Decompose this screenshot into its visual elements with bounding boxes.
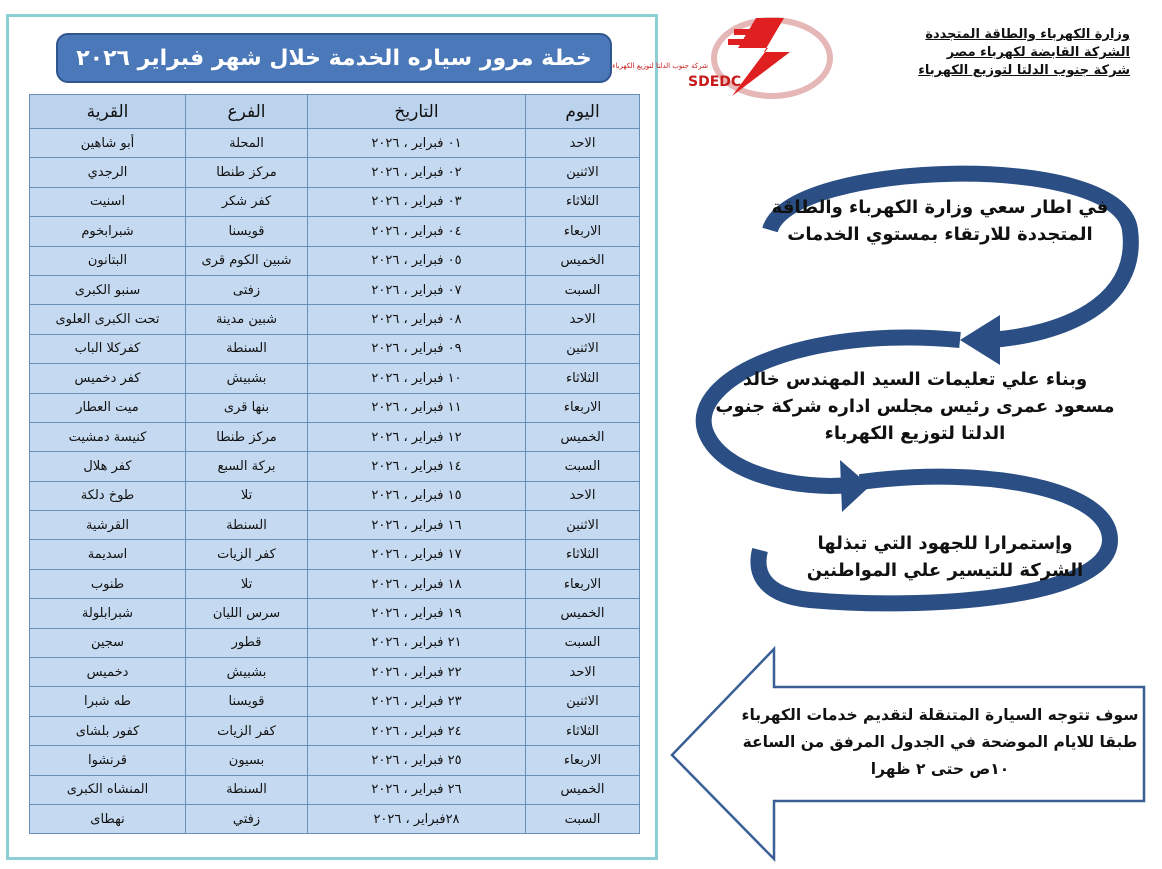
table-row bbox=[30, 658, 640, 687]
header-day: اليوم bbox=[526, 95, 640, 129]
table-header-row bbox=[30, 95, 640, 129]
cell-day: الاحد bbox=[526, 658, 640, 687]
ministry-line-2: الشركة القابضة لكهرباء مصر bbox=[946, 45, 1130, 60]
header-branch: الفرع bbox=[186, 95, 308, 129]
cell-date: ١٤ فبراير ، ٢٠٢٦ bbox=[308, 452, 526, 481]
cell-date: ٢١ فبراير ، ٢٠٢٦ bbox=[308, 628, 526, 657]
table-row bbox=[30, 746, 640, 775]
cell-village: كفركلا الباب bbox=[30, 334, 186, 363]
cell-date: ٢٥ فبراير ، ٢٠٢٦ bbox=[308, 746, 526, 775]
cell-date: ٠٣ فبراير ، ٢٠٢٦ bbox=[308, 187, 526, 216]
table-row bbox=[30, 217, 640, 246]
table-row bbox=[30, 364, 640, 393]
header-date: التاريخ bbox=[308, 95, 526, 129]
cell-day: الخميس bbox=[526, 775, 640, 804]
table-row bbox=[30, 452, 640, 481]
cell-village: القرشية bbox=[30, 511, 186, 540]
flow-text-3: وإستمرارا للجهود التي تبذلها الشركة للتيسير علي المواطنين bbox=[806, 533, 1084, 581]
cell-branch: كفر الزيات bbox=[186, 716, 308, 745]
cell-branch: السنطة bbox=[186, 334, 308, 363]
cell-village: المنشاه الكبرى bbox=[30, 775, 186, 804]
cell-date: ١٦ فبراير ، ٢٠٢٦ bbox=[308, 511, 526, 540]
cell-day: السبت bbox=[526, 275, 640, 304]
cell-branch: زفتى bbox=[186, 275, 308, 304]
cell-day: الخميس bbox=[526, 246, 640, 275]
cell-village: سجين bbox=[30, 628, 186, 657]
ministry-line-1: وزارة الكهرباء والطاقة المتجددة bbox=[925, 27, 1130, 42]
cell-village: كفر دخميس bbox=[30, 364, 186, 393]
table-row bbox=[30, 569, 640, 598]
cell-village: دخميس bbox=[30, 658, 186, 687]
cell-village: البتانون bbox=[30, 246, 186, 275]
cell-date: ٠١ فبراير ، ٢٠٢٦ bbox=[308, 129, 526, 158]
cell-date: ١٥ فبراير ، ٢٠٢٦ bbox=[308, 481, 526, 510]
cell-day: الاثنين bbox=[526, 511, 640, 540]
arrow-note-text: سوف تتوجه السيارة المتنقلة لتقديم خدمات الكهرباء طبقا للايام الموضحة في الجدول المرفق من الساعة ١٠ص حتى ٢ ظهرا bbox=[741, 706, 1139, 778]
cell-village: أبو شاهين bbox=[30, 129, 186, 158]
cell-date: ٠٧ فبراير ، ٢٠٢٦ bbox=[308, 275, 526, 304]
schedule-table bbox=[29, 94, 640, 834]
cell-branch: المحلة bbox=[186, 129, 308, 158]
cell-date: ٢٦ فبراير ، ٢٠٢٦ bbox=[308, 775, 526, 804]
cell-village: كنيسة دمشيت bbox=[30, 422, 186, 451]
cell-branch: بشبيش bbox=[186, 364, 308, 393]
cell-date: ١٨ فبراير ، ٢٠٢٦ bbox=[308, 569, 526, 598]
table-row bbox=[30, 129, 640, 158]
cell-village: تحت الكبرى العلوى bbox=[30, 305, 186, 334]
cell-village: طوخ دلكة bbox=[30, 481, 186, 510]
cell-date: ١٧ فبراير ، ٢٠٢٦ bbox=[308, 540, 526, 569]
cell-date: ٠٨ فبراير ، ٢٠٢٦ bbox=[308, 305, 526, 334]
cell-branch: قويسنا bbox=[186, 687, 308, 716]
table-row bbox=[30, 305, 640, 334]
cell-village: شبرابخوم bbox=[30, 217, 186, 246]
logo-arabic-text: شركة جنوب الدلتا لتوزيع الكهرباء bbox=[612, 62, 708, 70]
table-body bbox=[30, 129, 640, 834]
table-row bbox=[30, 158, 640, 187]
cell-branch: مركز طنطا bbox=[186, 422, 308, 451]
cell-day: الاحد bbox=[526, 481, 640, 510]
table-row bbox=[30, 275, 640, 304]
table-row bbox=[30, 687, 640, 716]
cell-village: اسديمة bbox=[30, 540, 186, 569]
cell-branch: بركة السبع bbox=[186, 452, 308, 481]
cell-branch: كفر الزيات bbox=[186, 540, 308, 569]
cell-day: السبت bbox=[526, 804, 640, 833]
table-row bbox=[30, 246, 640, 275]
cell-village: كفور بلشاى bbox=[30, 716, 186, 745]
table-row bbox=[30, 511, 640, 540]
table-row bbox=[30, 422, 640, 451]
table-row bbox=[30, 599, 640, 628]
cell-date: ٠٥ فبراير ، ٢٠٢٦ bbox=[308, 246, 526, 275]
cell-day: الثلاثاء bbox=[526, 187, 640, 216]
ministry-header bbox=[900, 26, 1130, 80]
table-row bbox=[30, 628, 640, 657]
cell-branch: تلا bbox=[186, 481, 308, 510]
cell-day: الاربعاء bbox=[526, 217, 640, 246]
cell-branch: السنطة bbox=[186, 775, 308, 804]
cell-day: الثلاثاء bbox=[526, 364, 640, 393]
cell-village: كفر هلال bbox=[30, 452, 186, 481]
cell-branch: سرس الليان bbox=[186, 599, 308, 628]
cell-date: ٢٨فبراير ، ٢٠٢٦ bbox=[308, 804, 526, 833]
cell-day: الثلاثاء bbox=[526, 540, 640, 569]
cell-branch: تلا bbox=[186, 569, 308, 598]
cell-date: ٢٢ فبراير ، ٢٠٢٦ bbox=[308, 658, 526, 687]
cell-branch: قويسنا bbox=[186, 217, 308, 246]
cell-branch: بنها قرى bbox=[186, 393, 308, 422]
cell-date: ١٢ فبراير ، ٢٠٢٦ bbox=[308, 422, 526, 451]
cell-branch: كفر شكر bbox=[186, 187, 308, 216]
cell-date: ٠٩ فبراير ، ٢٠٢٦ bbox=[308, 334, 526, 363]
cell-date: ٢٣ فبراير ، ٢٠٢٦ bbox=[308, 687, 526, 716]
cell-branch: السنطة bbox=[186, 511, 308, 540]
cell-branch: قطور bbox=[186, 628, 308, 657]
cell-date: ١١ فبراير ، ٢٠٢٦ bbox=[308, 393, 526, 422]
cell-day: الخميس bbox=[526, 599, 640, 628]
flow-text-2: وبناء علي تعليمات السيد المهندس خالد مسعود عمرى رئيس مجلس اداره شركة جنوب الدلتا لتوزيع الكهرباء bbox=[715, 369, 1115, 444]
cell-branch: مركز طنطا bbox=[186, 158, 308, 187]
logo-sdedc-text: SDEDC bbox=[688, 74, 742, 90]
cell-branch: زفتي bbox=[186, 804, 308, 833]
cell-village: نهطاى bbox=[30, 804, 186, 833]
cell-day: السبت bbox=[526, 628, 640, 657]
cell-date: ٢٤ فبراير ، ٢٠٢٦ bbox=[308, 716, 526, 745]
table-row bbox=[30, 334, 640, 363]
table-row bbox=[30, 716, 640, 745]
cell-village: ميت العطار bbox=[30, 393, 186, 422]
cell-village: قرنشوا bbox=[30, 746, 186, 775]
cell-village: سنبو الكبرى bbox=[30, 275, 186, 304]
cell-branch: بسيون bbox=[186, 746, 308, 775]
cell-day: الاحد bbox=[526, 305, 640, 334]
table-row bbox=[30, 481, 640, 510]
cell-day: الاثنين bbox=[526, 334, 640, 363]
table-row bbox=[30, 393, 640, 422]
cell-date: ١٩ فبراير ، ٢٠٢٦ bbox=[308, 599, 526, 628]
table-row bbox=[30, 540, 640, 569]
cell-day: الخميس bbox=[526, 422, 640, 451]
cell-date: ١٠ فبراير ، ٢٠٢٦ bbox=[308, 364, 526, 393]
cell-village: الرجدي bbox=[30, 158, 186, 187]
cell-village: شبرابلولة bbox=[30, 599, 186, 628]
cell-date: ٠٢ فبراير ، ٢٠٢٦ bbox=[308, 158, 526, 187]
cell-day: الاثنين bbox=[526, 158, 640, 187]
flow-text-1: في اطار سعي وزارة الكهرباء والطاقة المتجددة للارتقاء بمستوي الخدمات bbox=[771, 197, 1109, 245]
cell-day: الثلاثاء bbox=[526, 716, 640, 745]
table-row bbox=[30, 804, 640, 833]
cell-branch: شبين الكوم قرى bbox=[186, 246, 308, 275]
cell-village: طنوب bbox=[30, 569, 186, 598]
cell-village: طه شبرا bbox=[30, 687, 186, 716]
cell-day: الاربعاء bbox=[526, 393, 640, 422]
cell-branch: بشبيش bbox=[186, 658, 308, 687]
cell-day: السبت bbox=[526, 452, 640, 481]
flow-arrowhead-1-icon bbox=[960, 315, 1000, 365]
table-row bbox=[30, 187, 640, 216]
ministry-line-3: شركة جنوب الدلتا لتوزيع الكهرباء bbox=[918, 63, 1130, 78]
cell-day: الاثنين bbox=[526, 687, 640, 716]
page-title: خطة مرور سياره الخدمة خلال شهر فبراير ٢٠٢٦ bbox=[56, 33, 612, 83]
cell-date: ٠٤ فبراير ، ٢٠٢٦ bbox=[308, 217, 526, 246]
cell-day: الاربعاء bbox=[526, 569, 640, 598]
cell-village: اسنيت bbox=[30, 187, 186, 216]
header-village: القرية bbox=[30, 95, 186, 129]
cell-branch: شبين مدينة bbox=[186, 305, 308, 334]
cell-day: الاحد bbox=[526, 129, 640, 158]
table-row bbox=[30, 775, 640, 804]
cell-day: الاربعاء bbox=[526, 746, 640, 775]
sdedc-logo bbox=[612, 8, 842, 103]
